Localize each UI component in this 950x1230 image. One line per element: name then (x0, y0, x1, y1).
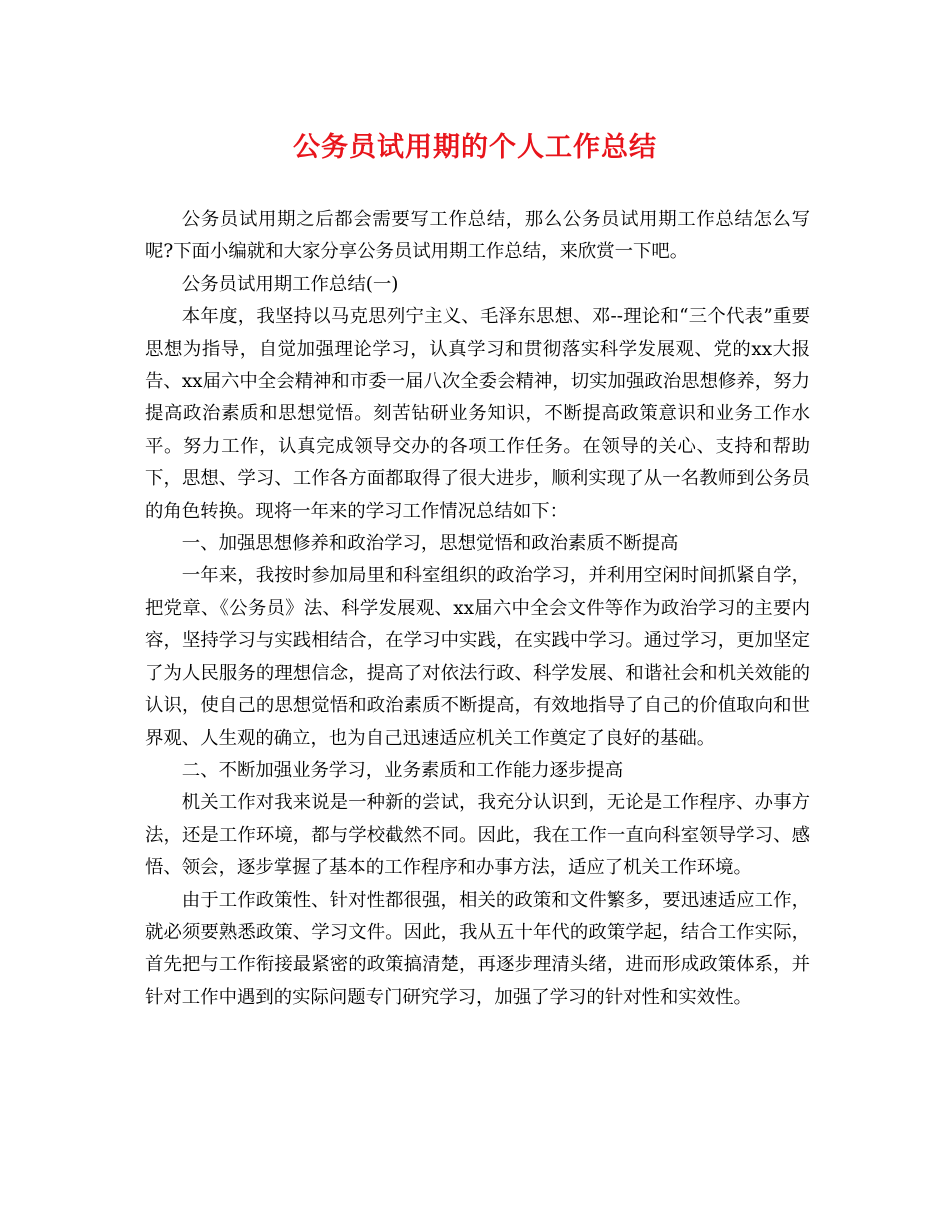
paragraph-work-adaptation: 机关工作对我来说是一种新的尝试，我充分认识到，无论是工作程序、办事方法，还是工作环境，都与学校截然不同。因此，我在工作一直向科室领导学习、感悟、领会，逐步掌握了基本的工作程序和办事方法，适应了机关工作环境。 (145, 792, 810, 879)
paragraph-policy-study: 由于工作政策性、针对性都很强，相关的政策和文件繁多，要迅速适应工作，就必须要熟悉政策、学习文件。因此，我从五十年代的政策学起，结合工作实际，首先把与工作衔接最紧密的政策搞清楚，再逐步理清头绪，进而形成政策体系，并针对工作中遇到的实际问题专门研究学习，加强了学习的针对性和实效性。 (145, 889, 810, 1008)
section-heading-2: 二、不断加强业务学习，业务素质和工作能力逐步提高 (181, 759, 624, 781)
paragraph-intro: 公务员试用期之后都会需要写工作总结，那么公务员试用期工作总结怎么写呢?下面小编就和大家分享公务员试用期工作总结，来欣赏一下吧。 (145, 209, 810, 263)
section-heading-1: 一、加强思想修养和政治学习，思想觉悟和政治素质不断提高 (181, 533, 679, 555)
section-heading-summary-1: 公务员试用期工作总结(一) (181, 273, 399, 295)
document-title: 公务员试用期的个人工作总结 (293, 132, 657, 163)
paragraph-political-study: 一年来，我按时参加局里和科室组织的政治学习，并利用空闲时间抓紧自学，把党章、《公务员》法、科学发展观、xx届六中全会文件等作为政治学习的主要内容，坚持学习与实践相结合，在学习中实践，在实践中学习。通过学习，更加坚定了为人民服务的理想信念，提高了对依法行政、科学发展、和谐社会和机关效能的认识，使自己的思想觉悟和政治素质不断提高，有效地指导了自己的价值取向和世界观、人生观的确立，也为自己迅速适应机关工作奠定了良好的基础。 (145, 565, 810, 749)
document-body (145, 204, 810, 1014)
paragraph-overview: 本年度，我坚持以马克思列宁主义、毛泽东思想、邓--理论和“三个代表”重要思想为指导，自觉加强理论学习，认真学习和贯彻落实科学发展观、党的xx大报告、xx届六中全会精神和市委一届八次全委会精神，切实加强政治思想修养，努力提高政治素质和思想觉悟。刻苦钻研业务知识，不断提高政策意识和业务工作水平。努力工作，认真完成领导交办的各项工作任务。在领导的关心、支持和帮助下，思想、学习、工作各方面都取得了很大进步，顺利实现了从一名教师到公务员的角色转换。现将一年来的学习工作情况总结如下： (145, 306, 810, 522)
